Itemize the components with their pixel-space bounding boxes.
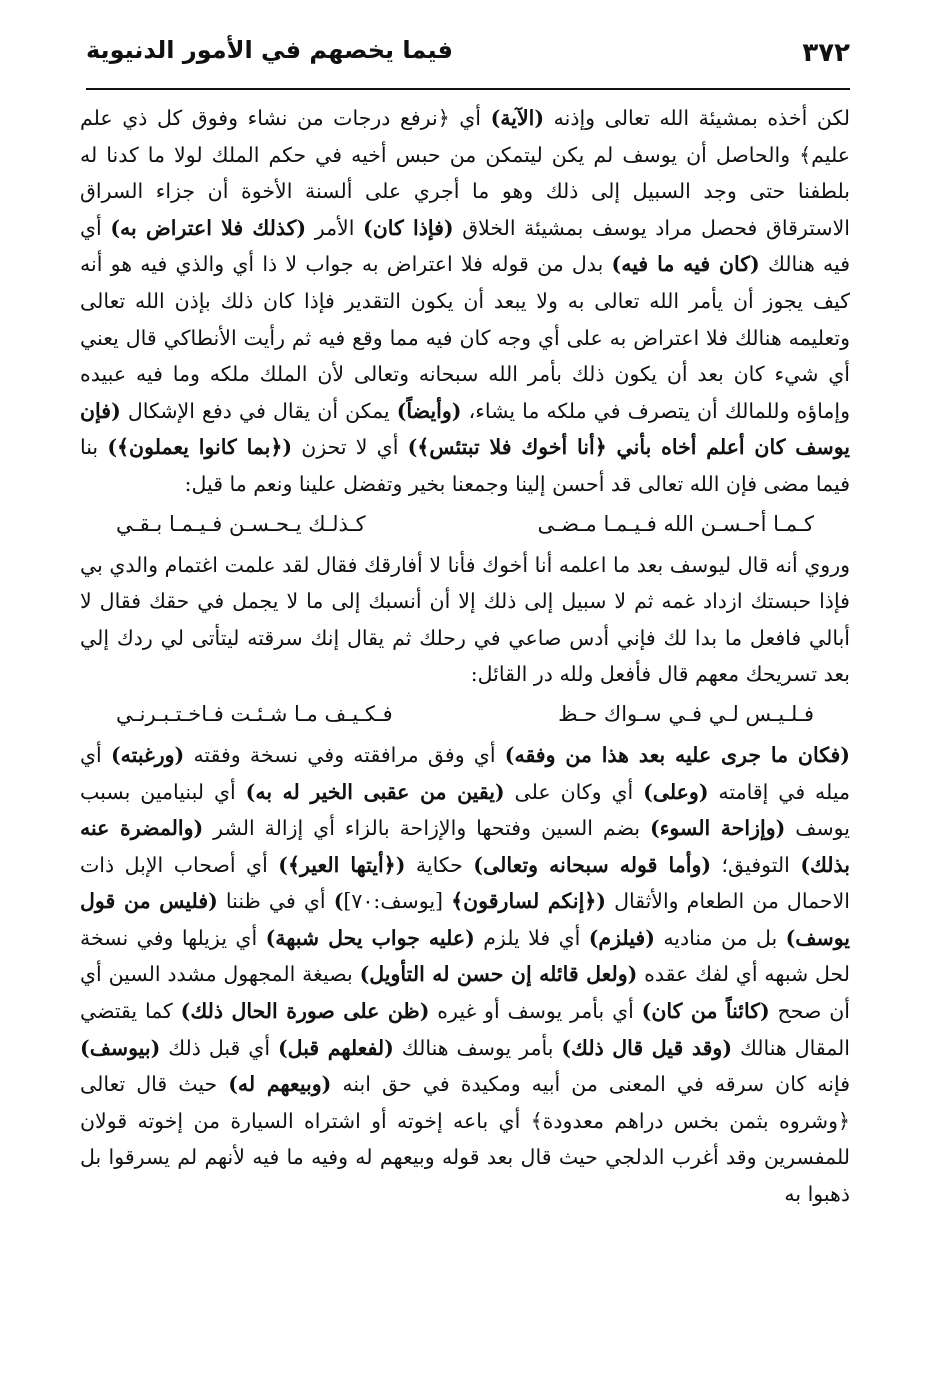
text-run: أي لا تحزن — [292, 435, 408, 460]
text-run: أي في ظننا — [217, 889, 334, 914]
bold-phrase: (وبيعهم له) — [228, 1072, 332, 1097]
bold-phrase: (وقد قيل قال ذلك) — [561, 1035, 733, 1060]
bold-phrase: (وعلى) — [643, 779, 709, 804]
bold-phrase: (بيوسف) — [80, 1035, 161, 1060]
text-run: أي أصحاب الإبل ذات الاحمال من الطعام والأثقال — [80, 852, 850, 914]
bold-phrase: (فإن يوسف كان أعلم أخاه بأني ﴿أنا أخوك فلا تبتئس﴾) — [80, 398, 851, 460]
text-run: فإنه كان سرقه في المعنى من أبيه ومكيدة في حق ابنه — [331, 1072, 850, 1097]
citation: [يوسف:٧٠] — [343, 889, 452, 914]
text-run: أي لبنيامين بسبب يوسف — [80, 779, 850, 841]
bold-phrase: ) — [333, 889, 344, 914]
bold-phrase: (الآية) — [490, 106, 545, 130]
text-run: أي وكان على — [504, 779, 644, 804]
bold-phrase: (﴿أيتها العير﴾) — [278, 852, 406, 877]
text-run: أي يزيلها وفي نسخة لحل شبهه أي لفك عقده — [80, 925, 851, 987]
poetry-verse-1 — [80, 503, 850, 547]
text-run: أي بأمر يوسف أو غيره — [429, 999, 642, 1024]
text-run: بضم السين وفتحها والإزاحة بالزاء أي إزالة الشر — [203, 816, 651, 841]
text-run: أي فلا يلزم — [474, 925, 589, 950]
page-body — [80, 100, 850, 1213]
text-run: لكن أخذه بمشيئة الله تعالى وإذنه — [544, 106, 850, 130]
text-run: حيث قال تعالى ﴿وشروه بثمن بخس دراهم معدودة﴾ أي باعه إخوته أو اشتراه السيارة من إخوته قولان للمفسرين وقد أغرب الدلجي حيث قال بعد قوله وبيعهم له وفيه ما فيه لأنهم لم يسرقوا بل ذهبوا به — [80, 1072, 850, 1207]
page-header — [86, 30, 850, 84]
bold-phrase: (لفعلهم قبل) — [277, 1035, 394, 1060]
text-run: بدل من قوله فلا اعتراض به جواب لا ذا أي والذي فيه هو أنه كيف يجوز أن يأمر الله تعالى به ولا يبعد أن يكون التقدير فإذا كان ذلك بإذن الله تعالى وتعليمه هنالك فلا اعتراض به على أي وجه كان فيه مما وقع فيه ثم رأيت الأنطاكي قال يعني أي شيء كان بعد أن يكون ذلك بأمر الله سبحانه وتعالى لأن الملك ملكه وما فيه عبيده وإماؤه وللمالك أن يتصرف في ملكه ما يشاء، — [80, 252, 850, 423]
text-run: كما يقتضي المقال هنالك — [80, 999, 850, 1060]
paragraph-1 — [80, 100, 850, 503]
text-run: الأمر — [306, 215, 364, 240]
bold-phrase: (ظن على صورة الحال ذلك) — [180, 999, 430, 1024]
bold-phrase: (﴿إنكم لسارقون﴾ — [451, 889, 606, 914]
text-run: وروي أنه قال ليوسف بعد ما اعلمه أنا أخوك فأنا لا أفارقك فقال لقد علمت اغتمام والدي بي فإذا حبستك ازداد غمه ثم لا سبيل إلى ذلك إلا أن أنسبك إلى ما لا يجمل في حقك فقال لا أبالي فافعل ما بدا لك فإني أدس صاعي في رحلك ثم يقال إنك سرقته ليتأتى لي ردك إلي بعد تسريحك معهم قال فأفعل ولله در القائل: — [80, 552, 850, 687]
text-run: أي قبل ذلك — [160, 1035, 278, 1060]
text-run: يمكن أن يقال في دفع الإشكال — [120, 398, 397, 423]
text-run: أي وفق مرافقته وفي نسخة وفقته — [184, 742, 505, 767]
text-run: أي ﴿نرفع درجات من نشاء وفوق كل ذي علم عليم﴾ والحاصل أن يوسف لم يكن ليتمكن من حبس أخيه في حكم الملك لولا ما كدنا له بلطفنا حتى وجد السبيل إلى ذلك وهو ما أجري على ألسنة الأخوة أن جزاء السراق الاسترقاق فحصل مراد يوسف بمشيئة الخلاق — [80, 106, 850, 240]
bold-phrase: (عليه جواب يحل شبهة) — [265, 925, 475, 950]
bold-phrase: (فإذا كان) — [363, 215, 454, 240]
poetry-verse-2 — [80, 693, 850, 737]
verse-second-hemistich: فـكـيـف مـا شـئـت فـاخـتـبـرنـي — [116, 701, 393, 726]
bold-phrase: (ورغبته) — [110, 742, 185, 767]
bold-phrase: (كذلك فلا اعتراض به) — [110, 215, 307, 240]
paragraph-3 — [80, 737, 850, 1213]
text-run: بأمر يوسف هنالك — [393, 1035, 562, 1060]
text-run: بل من مناديه — [654, 925, 786, 950]
bold-phrase: (﴿بما كانوا يعملون﴾) — [107, 435, 293, 460]
bold-phrase: (والمضرة عنه بذلك) — [80, 816, 851, 877]
bold-phrase: (كائناً من كان) — [641, 999, 770, 1024]
paragraph-2 — [80, 547, 850, 693]
verse-first-hemistich: كـمـا أحـسـن الله فـيـمـا مـضـى — [537, 511, 814, 536]
running-title: فيما يخصهم في الأمور الدنيوية — [86, 36, 453, 64]
verse-first-hemistich: فـلـيـس لـي فـي سـواك حـظ — [558, 701, 814, 726]
text-run: حكاية — [405, 852, 474, 877]
bold-phrase: (وإزاحة السوء) — [650, 816, 786, 841]
text-run: أي فيه هنالك — [80, 215, 850, 277]
verse-second-hemistich: كـذلـك يـحـسـن فـيـمـا بـقـي — [116, 511, 366, 536]
text-run: بصيغة المجهول مشدد السين أي أن صحح — [80, 962, 851, 1024]
bold-phrase: (يقين من عقبى الخير له به) — [245, 779, 505, 804]
bold-phrase: (ولعل قائله إن حسن له التأويل) — [359, 962, 638, 987]
header-divider — [86, 88, 850, 90]
text-run: بنا فيما مضى فإن الله تعالى قد أحسن إلينا وجمعنا بخير وتفضل علينا ونعم ما قيل: — [80, 435, 850, 496]
text-run: أي ميله في إقامته — [80, 742, 850, 804]
bold-phrase: (فليس من قول يوسف) — [80, 889, 851, 950]
bold-phrase: (كان فيه ما فيه) — [611, 252, 760, 277]
text-run: التوفيق؛ — [711, 852, 801, 877]
bold-phrase: (فيلزم) — [588, 925, 655, 950]
bold-phrase: (فكان ما جرى عليه بعد هذا من وفقه) — [504, 742, 851, 767]
page-number: ٣٧٢ — [802, 38, 850, 68]
bold-phrase: (وأما قوله سبحانه وتعالى) — [473, 852, 712, 877]
bold-phrase: (وأيضاً) — [396, 398, 462, 423]
